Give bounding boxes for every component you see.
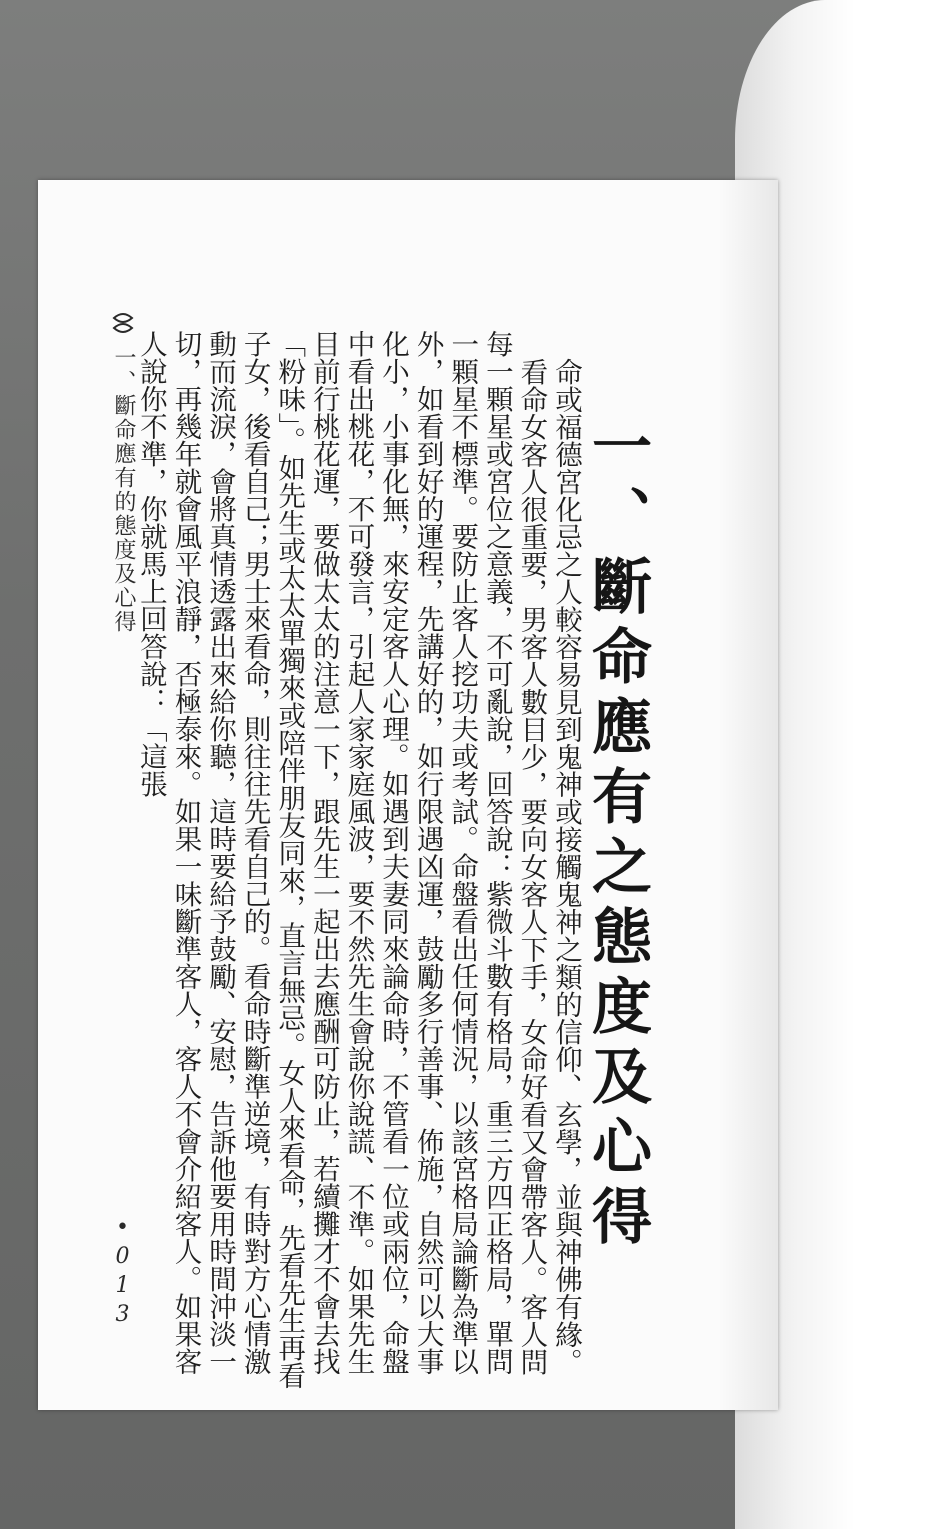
spine-shadow [718,180,778,1410]
paragraph: 看命女客人很重要，男客人數目少，要向女客人下手，女命好看又會帶客人。客人問每一顆星或宮位之意義，不可亂說，回答說：紫微斗數有格局，重三方四正格局，單問一顆星不標準。要防止客人挖功夫或考試。命盤看出任何情況，以該宮格局論斷為準以外，如看到好的運程，先講好的，如行限遇凶運，鼓勵多行善事、佈施，自然可以大事化小，小事化無，來安定客人心理。如遇到夫妻同來論命時，不管看一位或兩位，命盤中看出桃花，不可發言，引起人家家庭風波，要不然先生會說你說謊、不準。如果先生目前行桃花運，要做太太的注意一下，跟先生一起出去應酬可防止，若續攤才不會去找「粉味」。如先生或太太單獨來或陪伴朋友同來，直言無忌。女人來看命，先看先生再看子女，後看自己；男士來看命，則往往先看自己的。看命時斷準逆境，有時對方心情激動而流淚，會將真情透露出來給你聽，這時要給予鼓勵、安慰，告訴他要用時間沖淡一切，再幾年就會風平浪靜，否極泰來。如果一味斷準客人，客人不會介紹客人。如果客人說你不準，你就馬上回答說：「這張 [134,330,548,1389]
book-page [38,180,778,1410]
chapter-title: 一、斷命應有之態度及心得 [582,415,652,1255]
running-header-title: 一、斷命應有的態度及心得 [111,346,136,634]
book-logo-icon [110,310,136,336]
page-number: •013 [110,1215,135,1331]
paragraph: 命或福德宮化忌之人較容易見到鬼神或接觸鬼神之類的信仰、玄學，並與神佛有緣。 [550,357,582,1375]
body-text [134,330,583,1400]
